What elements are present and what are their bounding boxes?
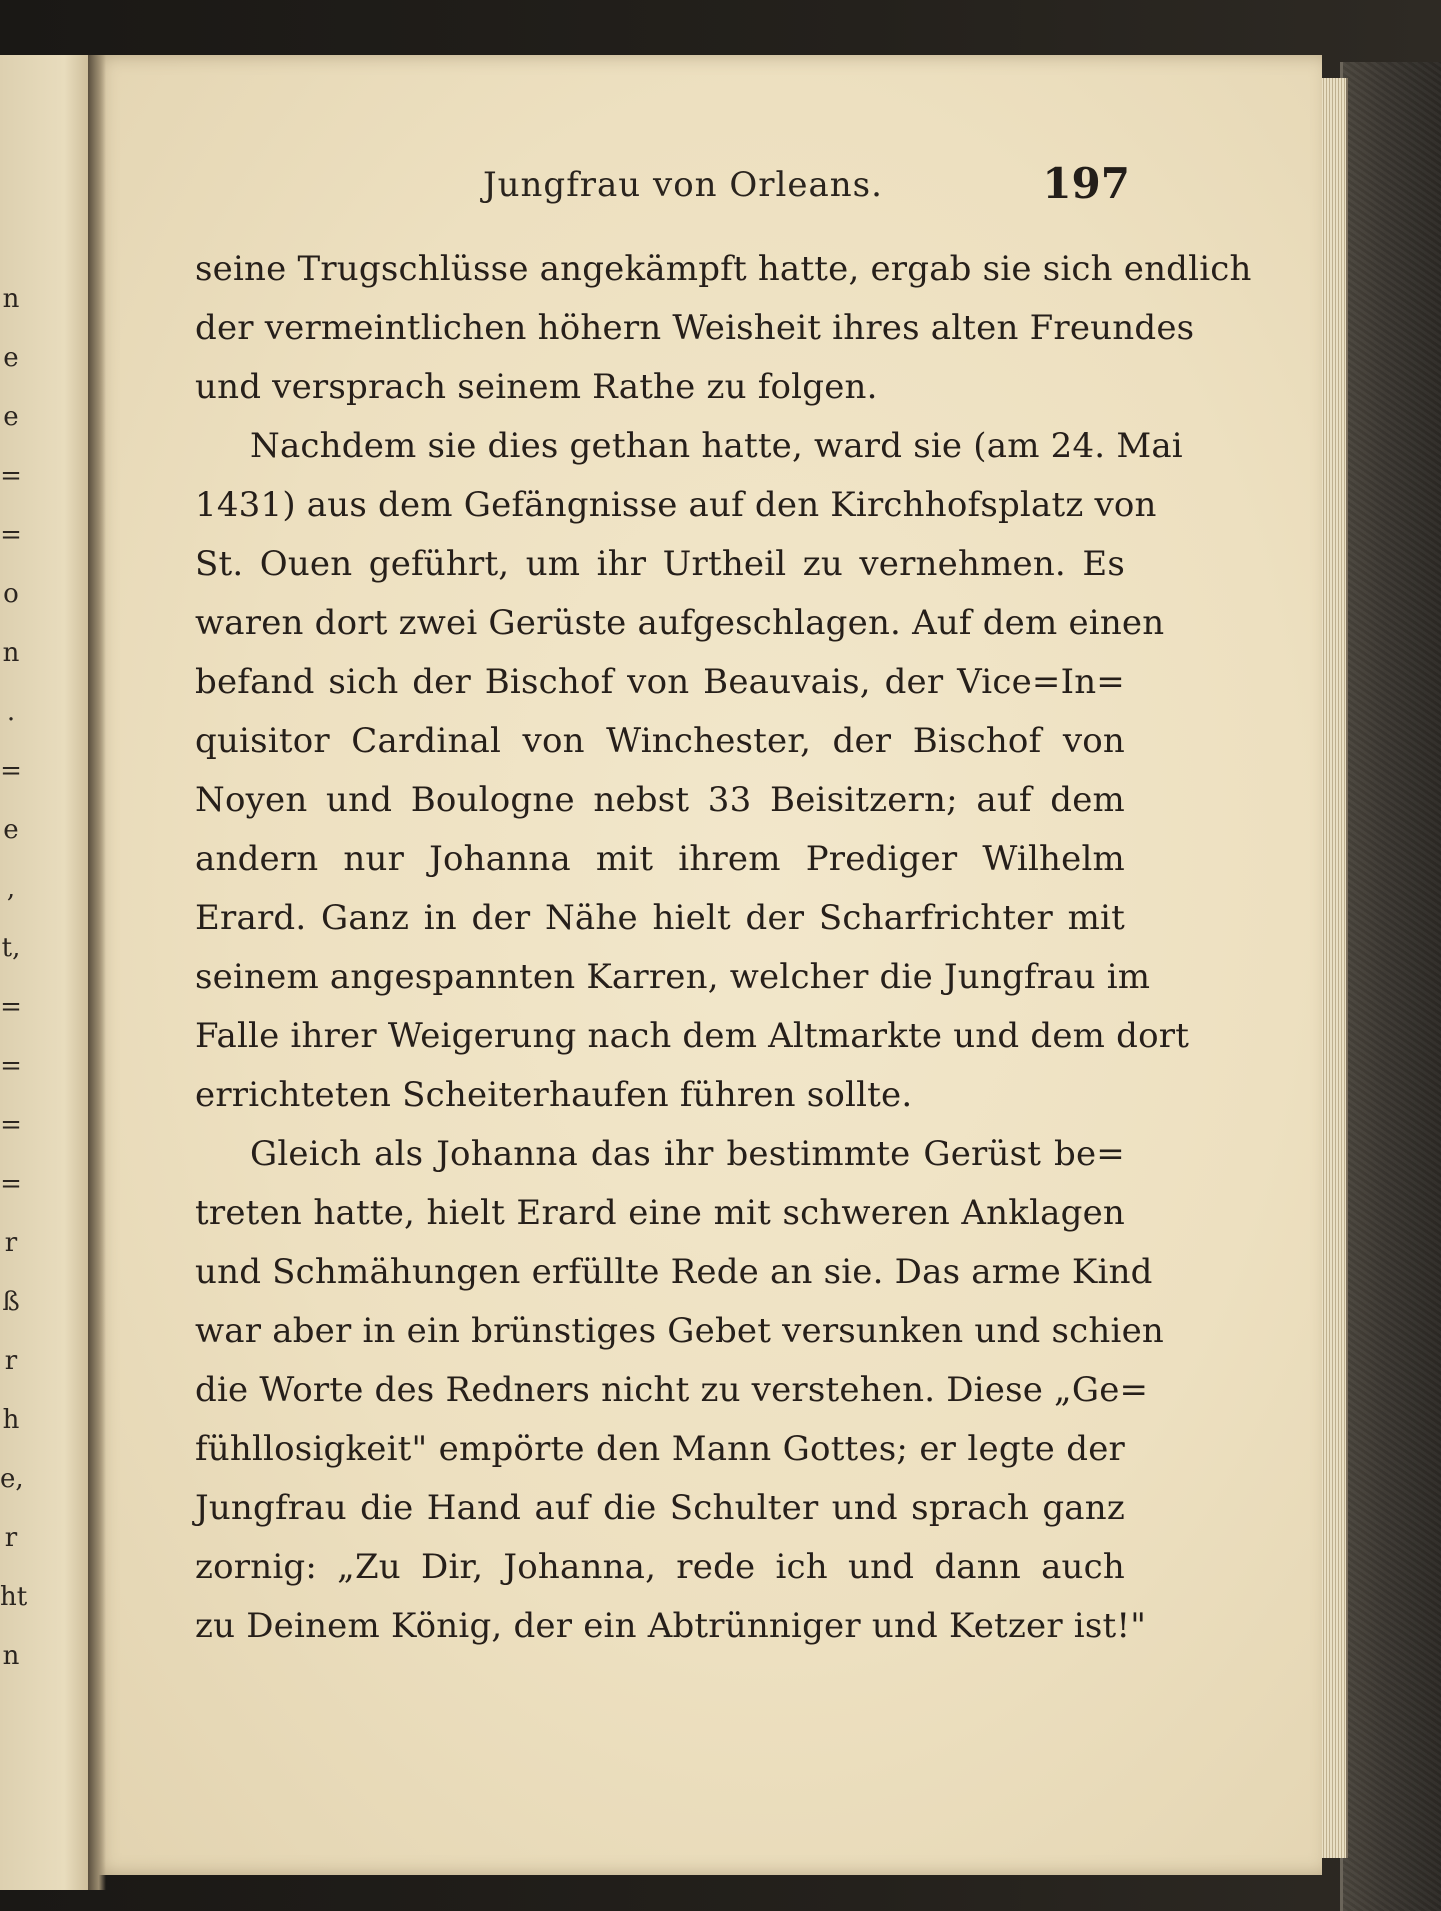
left-page-fragment: n	[2, 638, 20, 668]
text-line: befand sich der Bischof von Beauvais, der Vice=In=	[195, 662, 1125, 702]
text-line: quisitor Cardinal von Winchester, der Bischof von	[195, 721, 1125, 761]
text-line: die Worte des Redners nicht zu verstehen. Diese „Ge=	[195, 1370, 1149, 1410]
left-page-fragment: e	[3, 343, 19, 373]
text-line: seine Trugschlüsse angekämpft hatte, ergab sie sich endlich	[195, 249, 1252, 289]
left-page-text-fragments	[0, 270, 28, 1686]
page-number: 197	[1042, 159, 1130, 208]
book-gutter	[88, 55, 106, 1890]
left-page-fragment: t,	[1, 933, 21, 963]
text-line: fühllosigkeit" empörte den Mann Gottes; er legte der	[195, 1429, 1125, 1469]
left-page-fragment: ht	[0, 1582, 28, 1612]
text-line: Falle ihrer Weigerung nach dem Altmarkte und dem dort	[195, 1016, 1190, 1056]
text-line: waren dort zwei Gerüste aufgeschlagen. Auf dem einen	[195, 603, 1165, 643]
left-page-fragment: =	[0, 1051, 22, 1081]
text-line: zu Deinem König, der ein Abtrünniger und Ketzer ist!"	[195, 1606, 1147, 1646]
left-page-fragment: e,	[0, 1464, 24, 1494]
left-page-fragment: .	[6, 697, 16, 727]
left-page-fragment: =	[0, 1110, 22, 1140]
left-page-fragment: e	[3, 402, 19, 432]
body-text	[195, 240, 1252, 1656]
text-line: errichteten Scheiterhaufen führen sollte.	[195, 1075, 913, 1115]
text-line: Noyen und Boulogne nebst 33 Beisitzern; auf dem	[195, 780, 1125, 820]
left-page-fragment: =	[0, 461, 22, 491]
left-page-fragment: n	[2, 1641, 20, 1671]
text-line: St. Ouen geführt, um ihr Urtheil zu vernehmen. Es	[195, 544, 1125, 584]
text-line: andern nur Johanna mit ihrem Prediger Wilhelm	[195, 839, 1125, 879]
left-page-fragment: =	[0, 756, 22, 786]
left-page-fragment: ,	[6, 874, 16, 904]
left-page-fragment: n	[2, 284, 20, 314]
left-page-fragment: h	[2, 1405, 20, 1435]
text-line: zornig: „Zu Dir, Johanna, rede ich und dann auch	[195, 1547, 1125, 1587]
left-facing-page	[0, 55, 94, 1890]
text-line: und versprach seinem Rathe zu folgen.	[195, 367, 878, 407]
text-line: treten hatte, hielt Erard eine mit schweren Anklagen	[195, 1193, 1125, 1233]
page-header	[390, 159, 1130, 225]
text-line: seinem angespannten Karren, welcher die Jungfrau im	[195, 957, 1151, 997]
text-line: Erard. Ganz in der Nähe hielt der Scharfrichter mit	[195, 898, 1125, 938]
left-page-fragment: e	[3, 815, 19, 845]
text-line: Gleich als Johanna das ihr bestimmte Gerüst be=	[250, 1134, 1125, 1174]
running-title: Jungfrau von Orleans.	[483, 165, 883, 205]
left-page-fragment: r	[4, 1228, 18, 1258]
left-page-fragment: =	[0, 1169, 22, 1199]
text-line: Jungfrau die Hand auf die Schulter und sprach ganz	[195, 1488, 1125, 1528]
book-cover-edge	[1340, 62, 1441, 1911]
text-line: der vermeintlichen höhern Weisheit ihres alten Freundes	[195, 308, 1195, 348]
left-page-fragment: =	[0, 520, 22, 550]
text-line: 1431) aus dem Gefängnisse auf den Kirchhofsplatz von	[195, 485, 1157, 525]
left-page-fragment: o	[3, 579, 19, 609]
text-line: Nachdem sie dies gethan hatte, ward sie (am 24. Mai	[250, 426, 1183, 466]
left-page-fragment: =	[0, 992, 22, 1022]
left-page-fragment: ß	[2, 1287, 20, 1317]
page-stack-edges	[1318, 78, 1348, 1858]
text-line: und Schmähungen erfüllte Rede an sie. Das arme Kind	[195, 1252, 1153, 1292]
left-page-fragment: r	[4, 1346, 18, 1376]
left-page-fragment: r	[4, 1523, 18, 1553]
text-line: war aber in ein brünstiges Gebet versunken und schien	[195, 1311, 1165, 1351]
